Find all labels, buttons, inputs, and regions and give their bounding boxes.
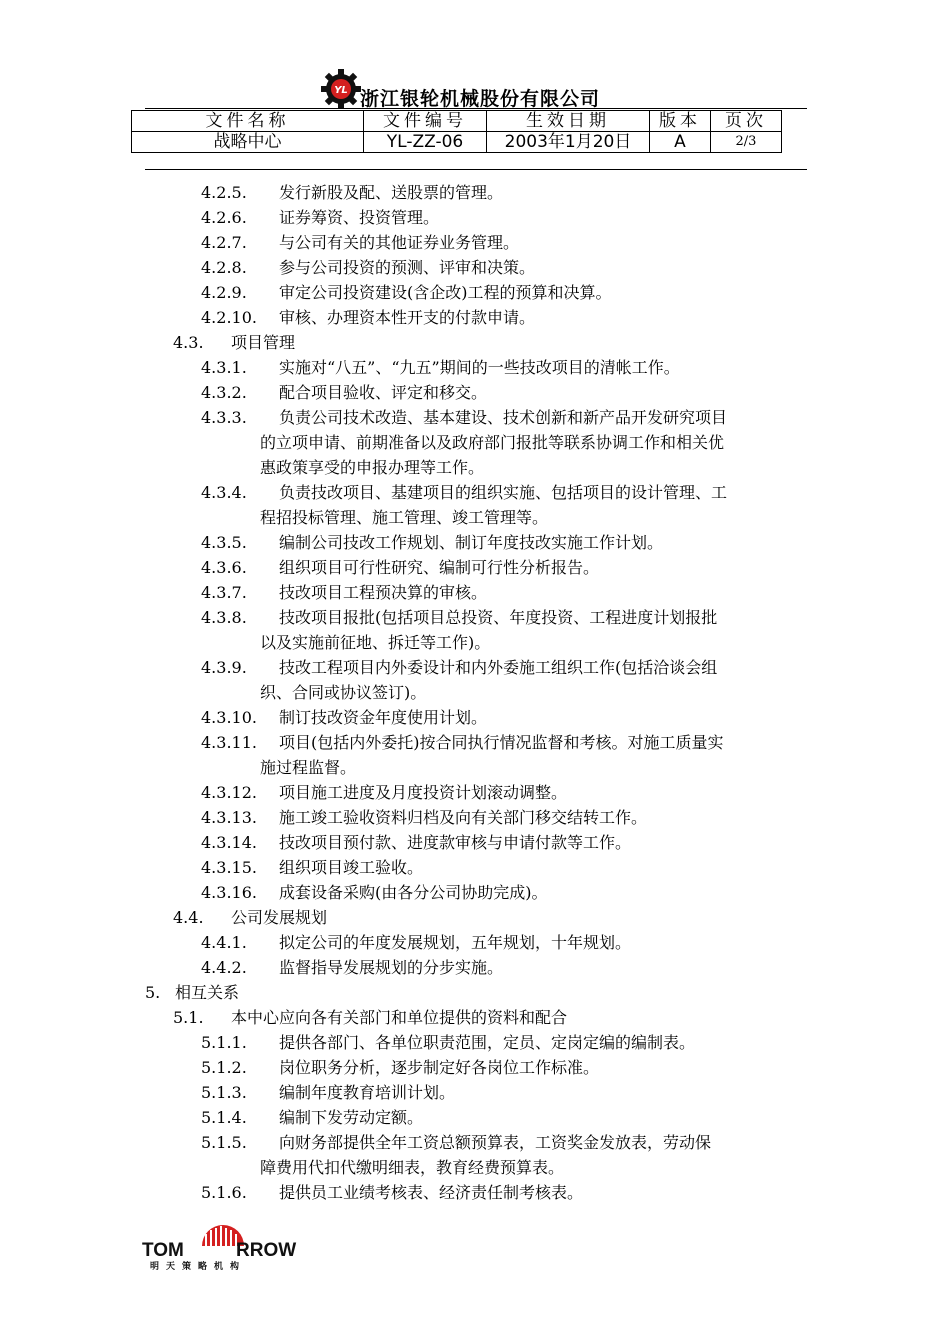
item-number: 4.3.13. <box>201 808 257 827</box>
item-number: 4.3.2. <box>201 383 247 402</box>
label-file-number: 文件编号 <box>364 111 487 132</box>
item-number: 4.3.8. <box>201 608 247 627</box>
item-number: 4.2.7. <box>201 233 247 252</box>
item-text: 监督指导发展规划的分步实施。 <box>279 958 504 977</box>
info-value-row <box>132 132 782 153</box>
item-text: 以及实施前征地、拆迁等工作)。 <box>260 633 491 652</box>
value-effective-date: 2003年1月20日 <box>487 132 650 153</box>
item-text: 提供各部门、各单位职责范围，定员、定岗定编的编制表。 <box>279 1033 696 1052</box>
item-number: 5.1. <box>173 1008 204 1027</box>
value-file-name: 战略中心 <box>132 132 364 153</box>
item-number: 4.2.5. <box>201 183 247 202</box>
logo-letters: YL <box>334 85 348 96</box>
item-number: 5. <box>145 983 161 1002</box>
item-text: 岗位职务分析，逐步制定好各岗位工作标准。 <box>279 1058 600 1077</box>
header-rule-top <box>145 108 807 109</box>
item-number: 4.2.10. <box>201 308 257 327</box>
item-text: 组织项目竣工验收。 <box>279 858 424 877</box>
label-file-name: 文件名称 <box>132 111 364 132</box>
item-text: 施工竣工验收资料归档及向有关部门移交结转工作。 <box>279 808 648 827</box>
item-number: 4.3.4. <box>201 483 247 502</box>
item-number: 4.3.9. <box>201 658 247 677</box>
item-text: 负责公司技术改造、基本建设、技术创新和新产品开发研究项目 <box>279 408 728 427</box>
item-number: 4.3.7. <box>201 583 247 602</box>
item-number: 5.1.1. <box>201 1033 247 1052</box>
item-number: 4.3.6. <box>201 558 247 577</box>
item-text: 发行新股及配、送股票的管理。 <box>279 183 504 202</box>
item-text: 项目管理 <box>231 333 296 352</box>
item-number: 4.3.1. <box>201 358 247 377</box>
item-text: 技改工程项目内外委设计和内外委施工组织工作(包括洽谈会组 <box>279 658 718 677</box>
logo-text-cn: 明天策略机构 <box>150 1262 247 1270</box>
label-effective-date: 生效日期 <box>487 111 650 132</box>
item-text: 实施对“八五”、“九五”期间的一些技改项目的清帐工作。 <box>279 358 680 377</box>
company-name: 浙江银轮机械股份有限公司 <box>360 88 601 110</box>
item-number: 4.3.12. <box>201 783 257 802</box>
info-label-row <box>132 111 782 132</box>
item-number: 4.3.16. <box>201 883 257 902</box>
document-info-table <box>131 110 782 153</box>
item-text: 向财务部提供全年工资总额预算表，工资奖金发放表，劳动保 <box>279 1133 712 1152</box>
item-text: 参与公司投资的预测、评审和决策。 <box>279 258 536 277</box>
item-text: 与公司有关的其他证券业务管理。 <box>279 233 520 252</box>
item-number: 4.3.3. <box>201 408 247 427</box>
item-text: 织、合同或协议签订)。 <box>260 683 427 702</box>
item-text: 项目(包括内外委托)按合同执行情况监督和考核。对施工质量实 <box>279 733 724 752</box>
item-number: 4.4.2. <box>201 958 247 977</box>
item-text: 配合项目验收、评定和移交。 <box>279 383 488 402</box>
item-number: 4.3.5. <box>201 533 247 552</box>
company-header <box>320 68 650 112</box>
logo-text-right: RROW <box>236 1240 297 1261</box>
item-number: 4.3. <box>173 333 204 352</box>
item-text: 障费用代扣代缴明细表，教育经费预算表。 <box>260 1158 565 1177</box>
item-number: 4.2.6. <box>201 208 247 227</box>
item-text: 本中心应向各有关部门和单位提供的资料和配合 <box>231 1008 568 1027</box>
item-number: 5.1.2. <box>201 1058 247 1077</box>
item-text: 提供员工业绩考核表、经济责任制考核表。 <box>279 1183 584 1202</box>
item-text: 审定公司投资建设(含企改)工程的预算和决算。 <box>279 283 612 302</box>
item-text: 成套设备采购(由各分公司协助完成)。 <box>279 883 548 902</box>
item-text: 编制下发劳动定额。 <box>279 1108 424 1127</box>
item-text: 证券筹资、投资管理。 <box>279 208 440 227</box>
header-rule-bottom <box>145 169 807 170</box>
item-text: 公司发展规划 <box>231 908 328 927</box>
item-number: 5.1.3. <box>201 1083 247 1102</box>
item-text: 编制公司技改工作规划、制订年度技改实施工作计划。 <box>279 533 664 552</box>
value-file-number: YL-ZZ-06 <box>364 132 487 153</box>
item-text: 技改项目报批(包括项目总投资、年度投资、工程进度计划报批 <box>279 608 718 627</box>
item-text: 项目施工进度及月度投资计划滚动调整。 <box>279 783 568 802</box>
label-version: 版本 <box>650 111 711 132</box>
label-page: 页次 <box>711 111 782 132</box>
item-number: 4.4. <box>173 908 204 927</box>
item-number: 4.3.10. <box>201 708 257 727</box>
item-text: 的立项申请、前期准备以及政府部门报批等联系协调工作和相关优 <box>260 433 725 452</box>
item-text: 编制年度教育培训计划。 <box>279 1083 456 1102</box>
item-text: 相互关系 <box>175 983 240 1002</box>
value-page: 2/3 <box>711 132 782 153</box>
item-text: 审核、办理资本性开支的付款申请。 <box>279 308 536 327</box>
gear-logo-icon <box>320 68 362 110</box>
logo-text-left: TOM <box>142 1240 184 1261</box>
item-number: 4.3.11. <box>201 733 257 752</box>
item-text: 程招投标管理、施工管理、竣工管理等。 <box>260 508 549 527</box>
item-text: 负责技改项目、基建项目的组织实施、包括项目的设计管理、工 <box>279 483 728 502</box>
item-text: 拟定公司的年度发展规划，五年规划，十年规划。 <box>279 933 632 952</box>
item-number: 5.1.5. <box>201 1133 247 1152</box>
item-number: 5.1.4. <box>201 1108 247 1127</box>
item-text: 组织项目可行性研究、编制可行性分析报告。 <box>279 558 600 577</box>
item-text: 技改项目预付款、进度款审核与申请付款等工作。 <box>279 833 632 852</box>
item-number: 4.4.1. <box>201 933 247 952</box>
item-text: 施过程监督。 <box>260 758 357 777</box>
item-number: 5.1.6. <box>201 1183 247 1202</box>
item-number: 4.3.14. <box>201 833 257 852</box>
item-text: 技改项目工程预决算的审核。 <box>279 583 488 602</box>
item-text: 制订技改资金年度使用计划。 <box>279 708 488 727</box>
item-number: 4.2.9. <box>201 283 247 302</box>
item-number: 4.3.15. <box>201 858 257 877</box>
tomorrow-logo <box>140 1212 305 1270</box>
item-text: 惠政策享受的申报办理等工作。 <box>260 458 485 477</box>
item-number: 4.2.8. <box>201 258 247 277</box>
value-version: A <box>650 132 711 153</box>
